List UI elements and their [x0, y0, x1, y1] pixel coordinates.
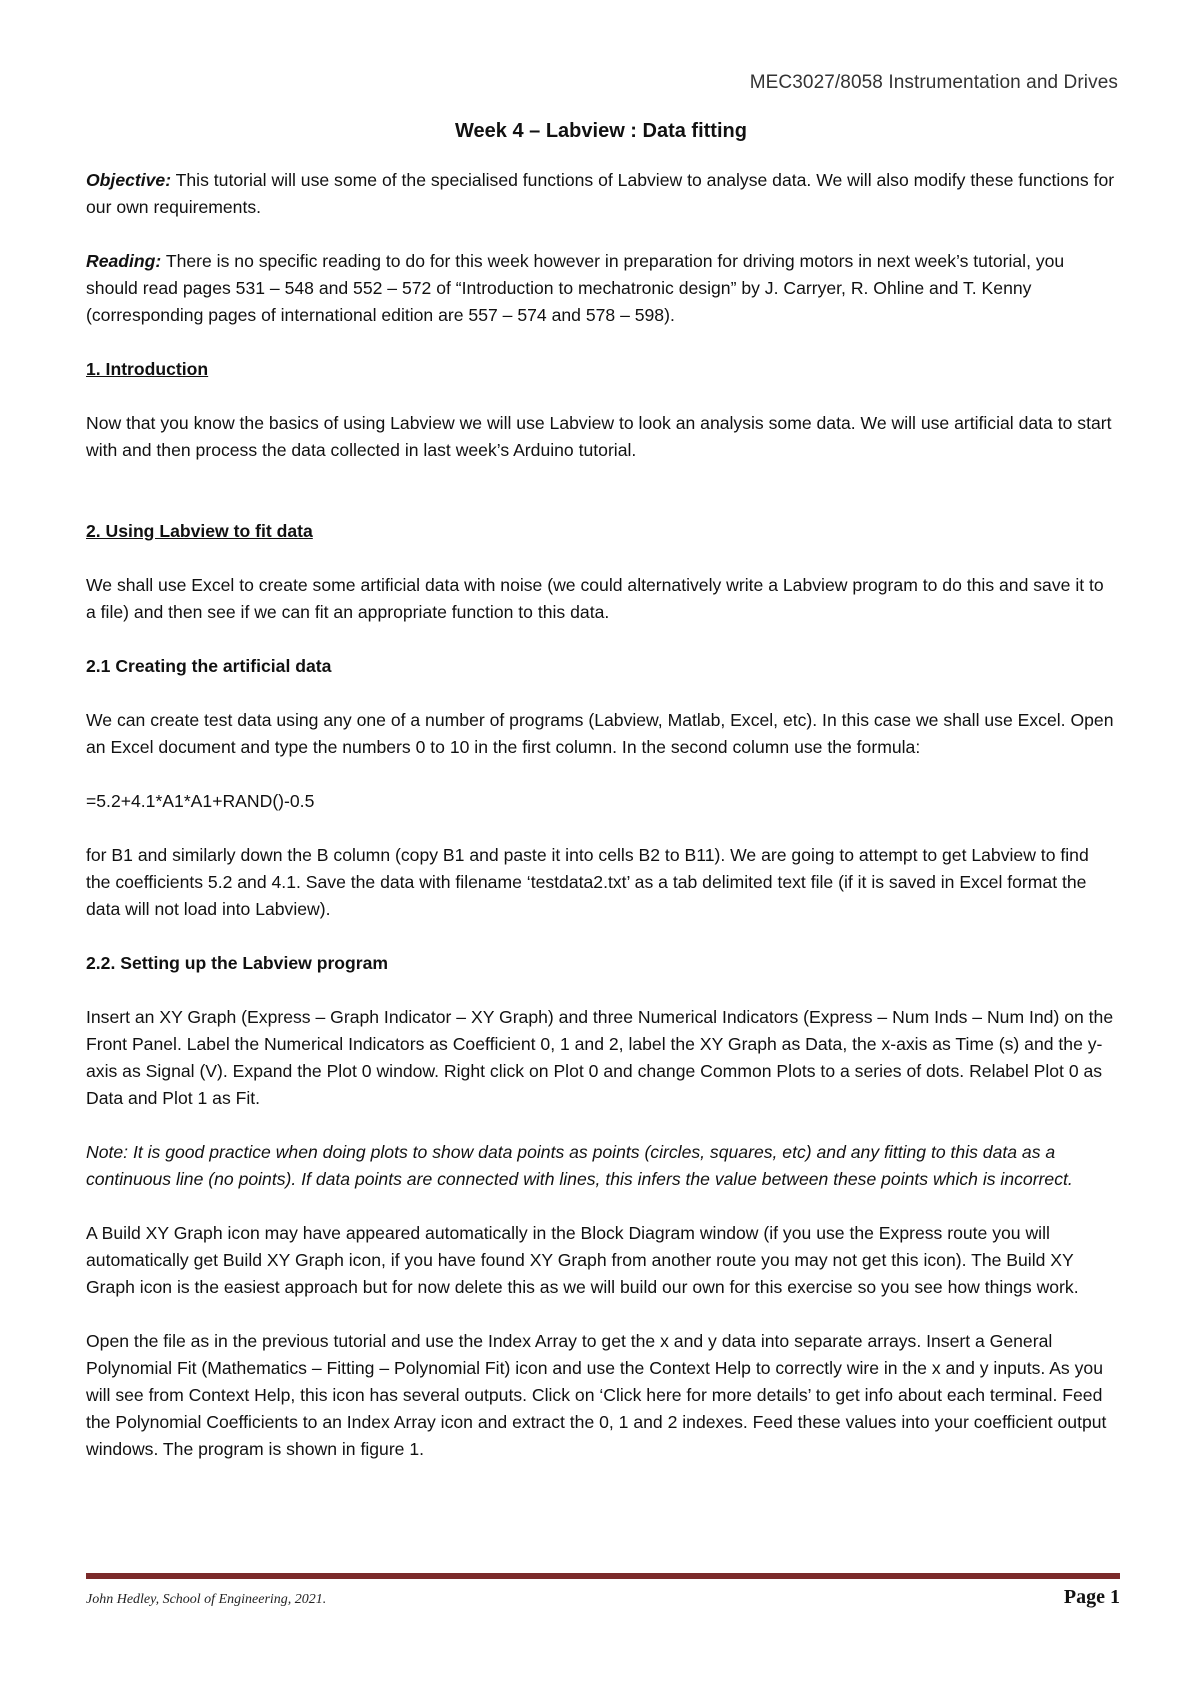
subsection-heading-labview-program: 2.2. Setting up the Labview program	[86, 953, 389, 973]
introduction-paragraph: Now that you know the basics of using Labview we will use Labview to look an analysis some data. We will use artificial data to start with and then process the data collected in last week’s Arduino tutorial.	[86, 413, 1112, 460]
page-title: Week 4 – Labview : Data fitting	[455, 120, 747, 142]
objective-text: This tutorial will use some of the specialised functions of Labview to analyse data. We will also modify these functions for our own requirements.	[86, 170, 1115, 217]
subsection-heading-artificial-data: 2.1 Creating the artificial data	[86, 656, 332, 676]
reading-paragraph	[86, 248, 1116, 329]
page-content	[86, 112, 1116, 1490]
running-header: MEC3027/8058 Instrumentation and Drives	[749, 72, 1118, 93]
spacer	[86, 491, 1116, 518]
note-paragraph: Note: It is good practice when doing plots to show data points as points (circles, squares, etc) and any fitting to this data as a continuous line (no points). If data points are connected with lines, this infers the value between these points which is incorrect.	[86, 1142, 1073, 1189]
section-heading-fit-data: 2. Using Labview to fit data	[86, 521, 313, 541]
reading-text: There is no specific reading to do for this week however in preparation for driving motors in next week’s tutorial, you should read pages 531 – 548 and 552 – 572 of “Introduction to mechatronic design” by J. Carryer, R. Ohline and T. Kenny (corresponding pages of international edition are 557 – 574 and 578 – 598).	[86, 251, 1065, 325]
artificial-data-paragraph: We can create test data using any one of a number of programs (Labview, Matlab, Excel, etc). In this case we shall use Excel. Open an Excel document and type the numbers 0 to 10 in the first column. In the second column use the formula:	[86, 710, 1114, 757]
footer-divider	[86, 1573, 1120, 1579]
page-number: Page 1	[1063, 1586, 1120, 1608]
objective-label: Objective:	[86, 170, 172, 190]
polynomial-fit-paragraph: Open the file as in the previous tutorial and use the Index Array to get the x and y data into separate arrays. Insert a General Polynomial Fit (Mathematics – Fitting – Polynomial Fit) icon and use the Context Help to correctly wire in the x and y inputs. As you will see from Context Help, this icon has several outputs. Click on ‘Click here for more details’ to get info about each terminal. Feed the Polynomial Coefficients to an Index Array icon and extract the 0, 1 and 2 indexes. Feed these values into your coefficient output windows. The program is shown in figure 1.	[86, 1331, 1107, 1459]
fit-data-paragraph: We shall use Excel to create some artificial data with noise (we could alternatively write a Labview program to do this and save it to a file) and then see if we can fit an appropriate function to this data.	[86, 575, 1104, 622]
build-xy-graph-paragraph: A Build XY Graph icon may have appeared automatically in the Block Diagram window (if you use the Express route you will automatically get Build XY Graph icon, if you have found XY Graph from another route you may not get this icon). The Build XY Graph icon is the easiest approach but for now delete this as we will build our own for this exercise so you see how things work.	[86, 1223, 1079, 1297]
section-heading-introduction: 1. Introduction	[86, 359, 209, 379]
objective-paragraph	[86, 167, 1116, 221]
reading-label: Reading:	[86, 251, 162, 271]
excel-formula: =5.2+4.1*A1*A1+RAND()-0.5	[86, 791, 315, 811]
labview-setup-paragraph: Insert an XY Graph (Express – Graph Indicator – XY Graph) and three Numerical Indicators (Express – Num Inds – Num Ind) on the Front Panel. Label the Numerical Indicators as Coefficient 0, 1 and 2, label the XY Graph as Data, the x-axis as Time (s) and the y-axis as Signal (V). Expand the Plot 0 window. Right click on Plot 0 and change Common Plots to a series of dots. Relabel Plot 0 as Data and Plot 1 as Fit.	[86, 1007, 1114, 1108]
footer-author: John Hedley, School of Engineering, 2021.	[86, 1592, 327, 1607]
artificial-data-paragraph-2: for B1 and similarly down the B column (copy B1 and paste it into cells B2 to B11). We are going to attempt to get Labview to find the coefficients 5.2 and 4.1. Save the data with filename ‘testdata2.txt’ as a tab delimited text file (if it is saved in Excel format the data will not load into Labview).	[86, 845, 1089, 919]
